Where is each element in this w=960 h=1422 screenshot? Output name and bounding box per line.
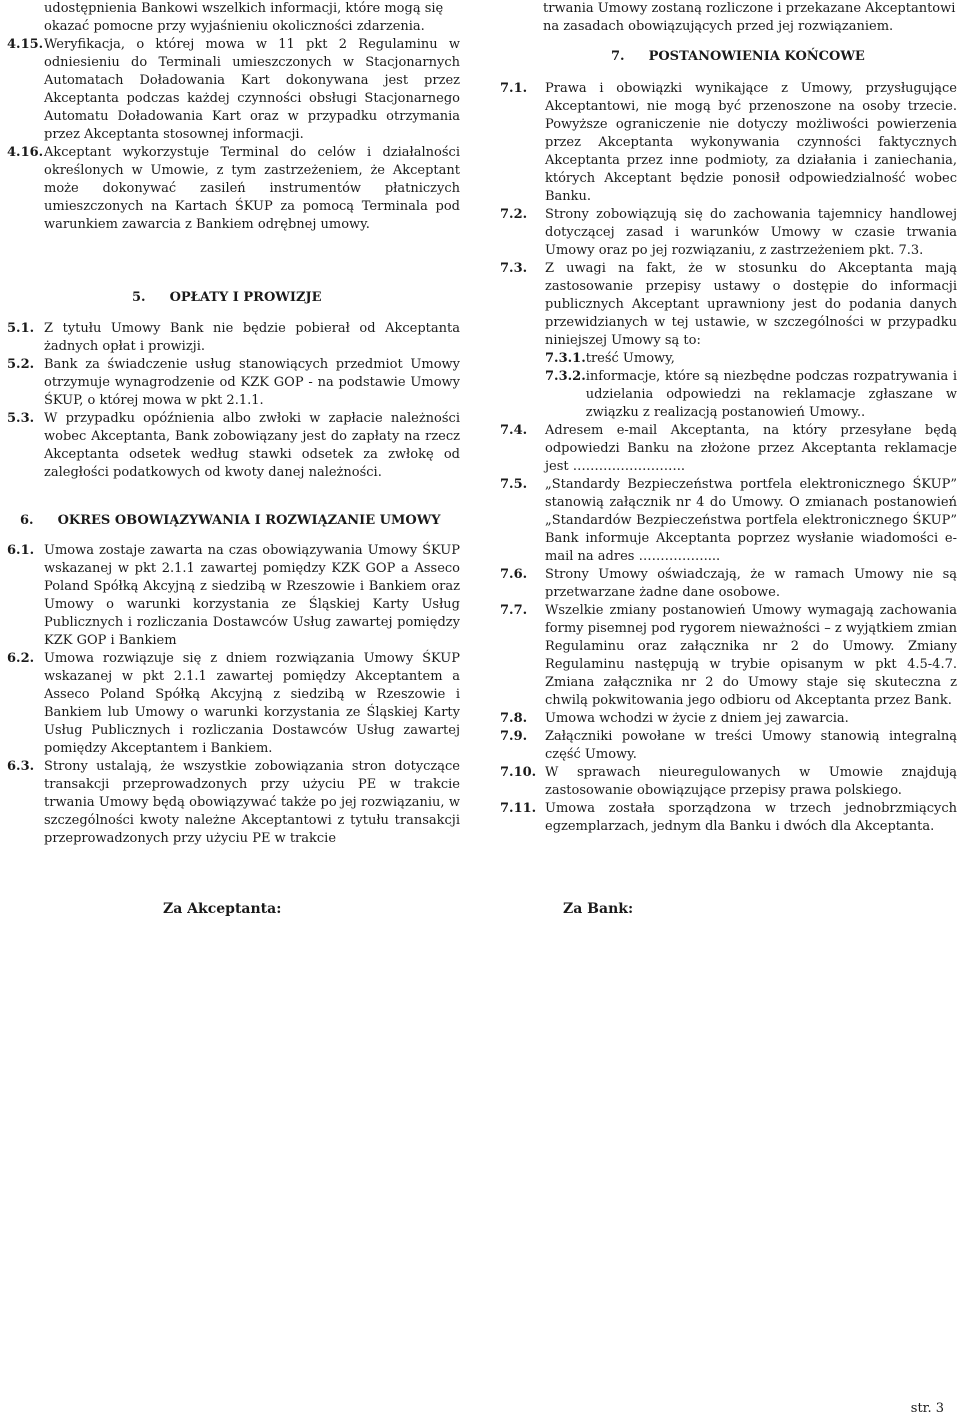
- subparagraph-number: 7.3.2.: [545, 369, 586, 384]
- paragraph-7-5: [500, 476, 957, 566]
- section-title: POSTANOWIENIA KOŃCOWE: [648, 49, 865, 64]
- section-number: 6.: [20, 513, 34, 528]
- paragraph-number: 7.7.: [500, 603, 528, 618]
- paragraph-text: Adresem e-mail Akceptanta, na który przesyłane będą odpowiedzi Banku na złożone przez Akceptanta reklamacje jest ……………………..: [545, 423, 957, 474]
- paragraph-6-2: [7, 650, 460, 758]
- paragraph-number: 7.9.: [500, 729, 528, 744]
- paragraph-7-3: [500, 260, 957, 350]
- left-column: [7, 0, 460, 848]
- section-title: OKRES OBOWIĄZYWANIA I ROZWIĄZANIE UMOWY: [57, 513, 441, 528]
- paragraph-text: Strony ustalają, że wszystkie zobowiązania stron dotyczące transakcji przeprowadzonych przy użyciu PE w trakcie trwania Umowy będą obowiązywać także po jej rozwiązaniu, w szczególności kwoty należne Akceptantowi z tytułu transakcji przeprowadzonych przy użyciu PE w trakcie: [44, 759, 460, 846]
- paragraph-number: 5.2.: [7, 357, 35, 372]
- subparagraph-text: treść Umowy,: [585, 351, 675, 366]
- paragraph-text: Strony zobowiązują się do zachowania tajemnicy handlowej dotyczącej zasad i warunków Umowy w czasie trwania Umowy oraz po jej rozwiązaniu, z zastrzeżeniem pkt. 7.3.: [545, 207, 957, 258]
- subparagraph-text: informacje, które są niezbędne podczas rozpatrywania i udzielania odpowiedzi na reklamacje zgłaszane w związku z realizacją postanowień Umowy..: [585, 369, 957, 420]
- paragraph-7-8: [500, 710, 957, 728]
- paragraph-6-1: [7, 542, 460, 650]
- paragraph-number: 5.1.: [7, 321, 35, 336]
- paragraph-text: Bank za świadczenie usług stanowiących przedmiot Umowy otrzymuje wynagrodzenie od KZK GOP - na podstawie Umowy ŚKUP, o której mowa w pkt 2.1.1.: [44, 357, 460, 408]
- continuation-line: trwania Umowy zostaną rozliczone i przekazane Akceptantowi: [543, 1, 956, 16]
- paragraph-5-2: [7, 356, 460, 410]
- paragraph-text: Strony Umowy oświadczają, że w ramach Umowy nie są przetwarzane żadne dane osobowe.: [545, 567, 957, 600]
- paragraph-7-6: [500, 566, 957, 602]
- subparagraph-number: 7.3.1.: [545, 351, 586, 366]
- signature-acceptant-label: Za Akceptanta:: [163, 901, 282, 917]
- paragraph-text: Z uwagi na fakt, że w stosunku do Akceptanta mają zastosowanie przepisy ustawy o dostępie do informacji publicznych Akceptant uprawniony jest do podania danych przewidzianych w tej ustawie, w szczególności w przypadku niniejszej Umowy są to:: [545, 261, 957, 348]
- intro-line: okazać pomocne przy wyjaśnieniu okoliczności zdarzenia.: [44, 19, 425, 34]
- page-number: str. 3: [910, 1401, 944, 1416]
- right-column: [500, 0, 957, 836]
- paragraph-text: „Standardy Bezpieczeństwa portfela elektronicznego ŚKUP” stanowią załącznik nr 4 do Umowy. O zmianach postanowień „Standardów Bezpieczeństwa portfela elektronicznego ŚKUP” Bank informuje Akceptanta poprzez wysłanie wiadomości e-mail na adres ……………....: [545, 477, 957, 564]
- paragraph-number: 4.16.: [7, 145, 44, 160]
- intro-continuation: [7, 0, 460, 36]
- paragraph-text: Prawa i obowiązki wynikające z Umowy, przysługujące Akceptantowi, nie mogą być przenoszone na osoby trzecie. Powyższe ograniczenie nie dotyczy możliwości powierzenia przez Akceptanta wykonywania czynności faktycznych Akceptanta przez inne podmioty, za działania i zaniechania, których Akceptant będzie ponosił odpowiedzialność wobec Banku.: [545, 81, 957, 204]
- paragraph-text: Umowa zostaje zawarta na czas obowiązywania Umowy ŚKUP wskazanej w pkt 2.1.1 zawartej pomiędzy KZK GOP a Asseco Poland Spółką Akcyjną z siedzibą w Rzeszowie i Bankiem oraz Umowy o warunki korzystania ze Śląskiej Karty Usług Publicznych i rozliczania Dostawców Usług zawartej pomiędzy KZK GOP i Bankiem: [44, 543, 460, 648]
- paragraph-text: W sprawach nieuregulowanych w Umowie znajdują zastosowanie obowiązujące przepisy prawa polskiego.: [545, 765, 957, 798]
- paragraph-number: 7.8.: [500, 711, 528, 726]
- paragraph-number: 7.3.: [500, 261, 528, 276]
- paragraph-number: 7.11.: [500, 801, 537, 816]
- paragraph-text: Umowa została sporządzona w trzech jednobrzmiących egzemplarzach, jednym dla Banku i dwóch dla Akceptanta.: [545, 801, 957, 834]
- section-number: 5.: [132, 290, 146, 305]
- paragraph-number: 4.15.: [7, 37, 44, 52]
- paragraph-number: 6.2.: [7, 651, 35, 666]
- paragraph-text: Umowa rozwiązuje się z dniem rozwiązania Umowy ŚKUP wskazanej w pkt 2.1.1 zawartej pomiędzy Akceptantem a Asseco Poland Spółką Akcyjną z siedzibą w Rzeszowie i Bankiem lub Umowy o warunki korzystania ze Śląskiej Karty Usług Publicznych i rozliczania Dostawców Usług zawartej pomiędzy Akceptantem i Bankiem.: [44, 651, 460, 756]
- paragraph-number: 6.1.: [7, 543, 35, 558]
- paragraph-text: W przypadku opóźnienia albo zwłoki w zapłacie należności wobec Akceptanta, Bank zobowiązany jest do zapłaty na rzecz Akceptanta odsetek według stawki odsetek za zwłokę od zaległości podatkowych od kwoty danej należności.: [44, 411, 460, 480]
- paragraph-5-3: [7, 410, 460, 482]
- subparagraph-7-3-2: [500, 368, 957, 422]
- paragraph-number: 7.1.: [500, 81, 528, 96]
- paragraph-7-2: [500, 206, 957, 260]
- paragraph-5-1: [7, 320, 460, 356]
- paragraph-number: 5.3.: [7, 411, 35, 426]
- paragraph-6-3: [7, 758, 460, 848]
- paragraph-number: 7.5.: [500, 477, 528, 492]
- paragraph-text: Z tytułu Umowy Bank nie będzie pobierał od Akceptanta żadnych opłat i prowizji.: [44, 321, 460, 354]
- paragraph-number: 7.2.: [500, 207, 528, 222]
- paragraph-7-11: [500, 800, 957, 836]
- section-title: OPŁATY I PROWIZJE: [169, 290, 322, 305]
- paragraph-text: Weryfikacja, o której mowa w 11 pkt 2 Regulaminu w odniesieniu do Terminali umieszczonych w Stacjonarnych Automatach Doładowania Kart dokonywana jest przez Akceptanta podczas każdej czynności obsługi Stacjonarnego Automatu Doładowania Kart oraz w przypadku otrzymania przez Akceptanta stosownej informacji.: [44, 37, 460, 142]
- paragraph-7-7: [500, 602, 957, 710]
- paragraph-7-1: [500, 80, 957, 206]
- paragraph-text: Załączniki powołane w treści Umowy stanowią integralną część Umowy.: [545, 729, 957, 762]
- intro-line: udostępnienia Bankowi wszelkich informacji, które mogą się: [44, 1, 444, 16]
- paragraph-7-9: [500, 728, 957, 764]
- paragraph-text: Umowa wchodzi w życie z dniem jej zawarcia.: [545, 711, 849, 726]
- section-number: 7.: [611, 49, 625, 64]
- paragraph-4-16: [7, 144, 460, 234]
- paragraph-7-4: [500, 422, 957, 476]
- continuation-line: na zasadach obowiązujących przed jej rozwiązaniem.: [543, 19, 894, 34]
- subparagraph-7-3-1: [500, 350, 957, 368]
- section-6-continuation: [500, 0, 957, 36]
- paragraph-text: Wszelkie zmiany postanowień Umowy wymagają zachowania formy pisemnej pod rygorem nieważności – z wyjątkiem zmian Regulaminu oraz załącznika nr 2 do Umowy. Zmiany Regulaminu następują w trybie opisanym w pkt 4.5-4.7. Zmiana załącznika nr 2 do Umowy staje się skuteczna z chwilą pokwitowania jego odbioru od Akceptanta przez Bank.: [545, 603, 957, 708]
- section-5-heading: [7, 289, 460, 307]
- paragraph-number: 7.6.: [500, 567, 528, 582]
- paragraph-number: 6.3.: [7, 759, 35, 774]
- section-7-heading: [500, 48, 957, 66]
- paragraph-number: 7.4.: [500, 423, 528, 438]
- paragraph-4-15: [7, 36, 460, 144]
- paragraph-number: 7.10.: [500, 765, 537, 780]
- paragraph-text: Akceptant wykorzystuje Terminal do celów i działalności określonych w Umowie, z tym zastrzeżeniem, że Akceptant może dokonywać zasileń instrumentów płatniczych umieszczonych na Kartach ŚKUP za pomocą Terminala pod warunkiem zawarcia z Bankiem odrębnej umowy.: [44, 145, 460, 232]
- section-6-heading: [7, 512, 460, 530]
- paragraph-7-10: [500, 764, 957, 800]
- signature-bank-label: Za Bank:: [563, 901, 634, 917]
